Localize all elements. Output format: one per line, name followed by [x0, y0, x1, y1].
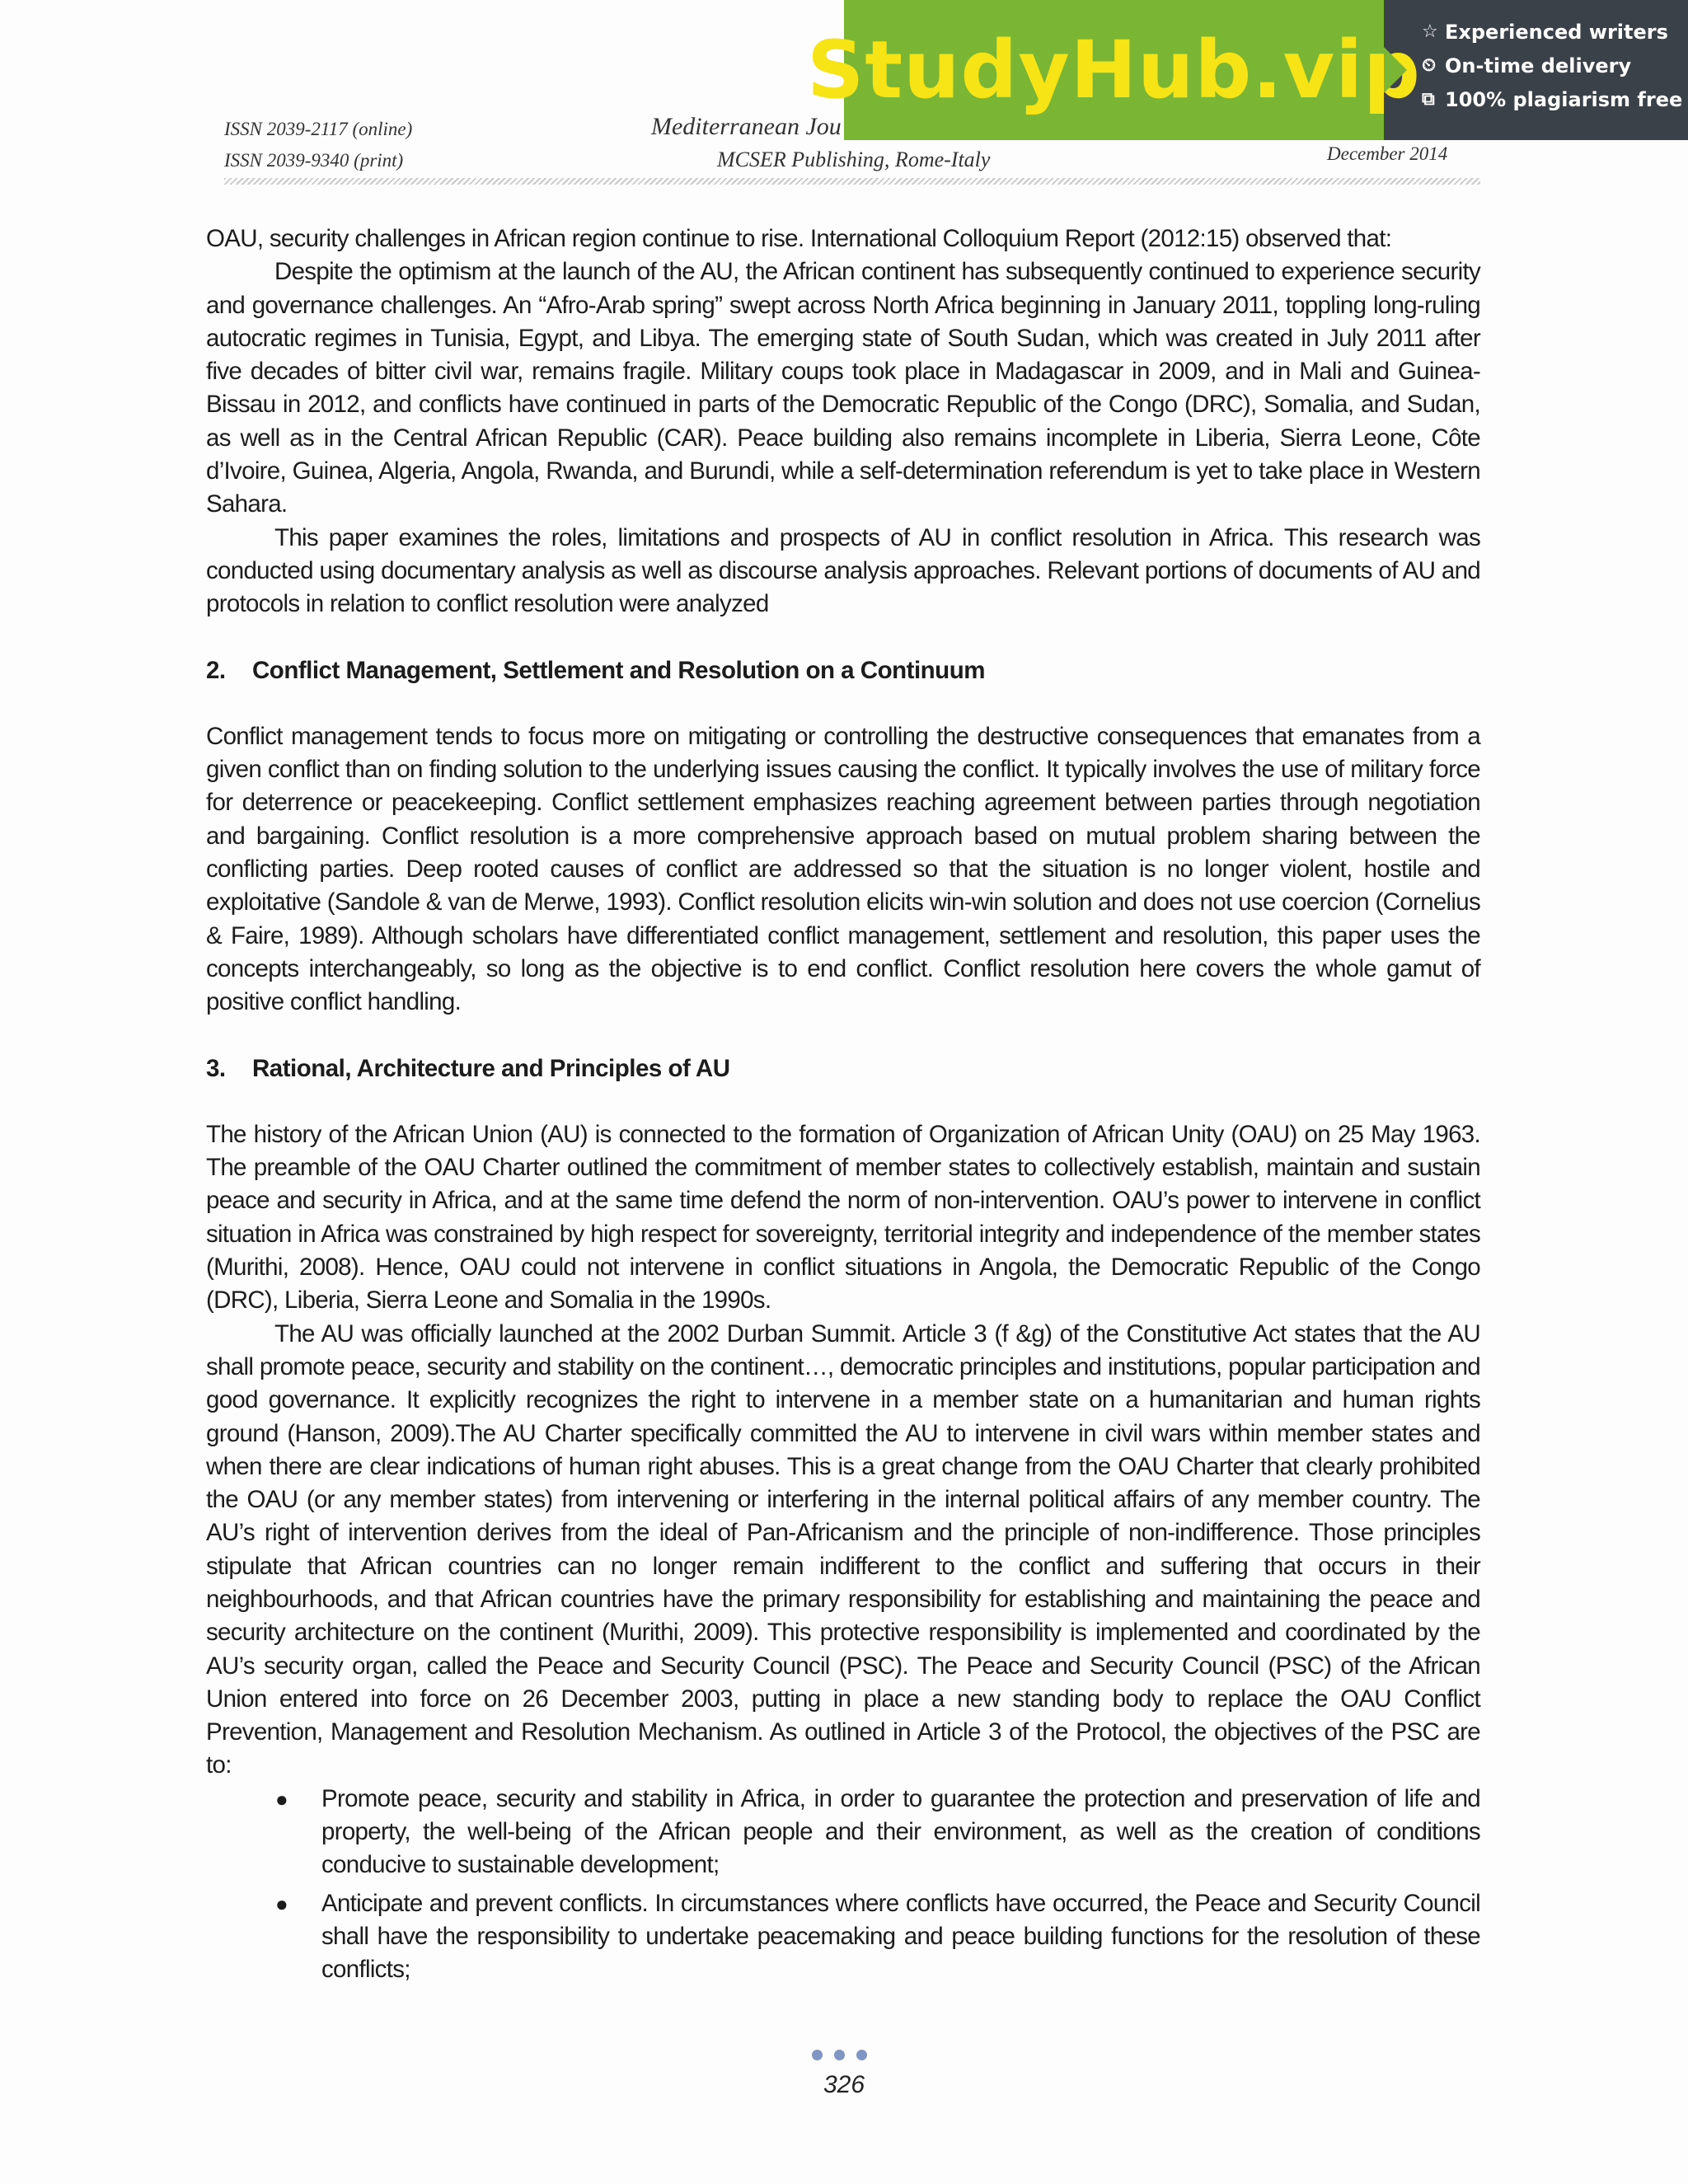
brand-logo[interactable]: StudyHub.vip	[807, 24, 1421, 116]
section-3-paragraph-2: The AU was officially launched at the 2002 Durban Summit. Article 3 (f &g) of the Constitutive Act states that the AU shall promote peace, security and stability on the continent…, democratic principles and institutions, popular participation and good governance. It explicitly recognizes the right to intervene in a member state on a humanitarian and human rights ground (Hanson, 2009).The AU Charter specifically committed the AU to intervene in civil wars within member states and when there are clear indications of human right abuses. This is a great change from the OAU Charter that clearly prohibited the OAU (or any member states) from intervening or interfering in the internal political affairs of any member country. The AU’s right of intervention derives from the ideal of Pan-Africanism and the principle of non-indifference. Those principles stipulate that African countries can no longer remain indifferent to the conflict and suffering that occurs in their neighbourhoods, and that African countries have the primary responsibility for establishing and maintaining the peace and security architecture on the continent (Murithi, 2009). This protective responsibility is implemented and coordinated by the AU’s security organ, called the Peace and Security Council (PSC). The Peace and Security Council (PSC) of the African Union entered into force on 26 December 2003, putting in place a new standing body to replace the OAU Conflict Prevention, Management and Resolution Mechanism. As outlined in Article 3 of the Protocol, the objectives of the PSC are to:	[206, 1319, 1480, 1779]
section-number: 3.	[206, 1054, 226, 1082]
ad-banner[interactable]	[807, 0, 1688, 140]
clock-icon: ⏲	[1422, 55, 1437, 76]
section-title: Conflict Management, Settlement and Resolution on a Continuum	[252, 656, 985, 684]
bullet-icon: ●	[275, 1786, 288, 1811]
objectives-list	[206, 1783, 1480, 1987]
ad-brand-panel[interactable]	[807, 0, 1421, 140]
article-body	[206, 223, 1480, 1992]
star-icon: ☆	[1422, 21, 1438, 42]
list-item-text: Anticipate and prevent conflicts. In circumstances where conflicts have occurred, the Peace and Security Council shall have the responsibility to undertake peacemaking and peace building functions for the resolution of these conflicts;	[321, 1889, 1480, 1984]
ad-feature-label: Experienced writers	[1445, 20, 1668, 44]
journal-title: Mediterranean Jou	[651, 113, 842, 140]
ad-feature-plagiarism	[1422, 82, 1688, 116]
block-quote: Despite the optimism at the launch of the AU, the African continent has subsequently continued to experience security and governance challenges. An “Afro-Arab spring” swept across North Africa beginning in January 2011, toppling long-ruling autocratic regimes in Tunisia, Egypt, and Libya. The emerging state of South Sudan, which was created in July 2011 after five decades of bitter civil war, remains fragile. Military coups took place in Madagascar in 2009, and in Mali and Guinea-Bissau in 2012, and conflicts have continued in parts of the Democratic Republic of the Congo (DRC), Somalia, and Sudan, as well as in the Central African Republic (CAR). Peace building also remains incomplete in Liberia, Sierra Leone, Côte d’Ivoire, Guinea, Algeria, Angola, Rwanda, and Burundi, while a self-determination referendum is yet to take place in Western Sahara.	[206, 258, 1480, 518]
list-item	[275, 1887, 1480, 1987]
section-3-paragraph-1: The history of the African Union (AU) is connected to the formation of Organization of African Unity (OAU) on 25 May 1963. The preamble of the OAU Charter outlined the commitment of member states to collectively establish, maintain and sustain peace and security in Africa, and at the same time defend the norm of non-intervention. OAU’s power to intervene in conflict situation in Africa was constrained by high respect for sovereignty, territorial integrity and independence of the member states (Murithi, 2008). Hence, OAU could not intervene in conflict situations in Angola, the Democratic Republic of the Congo (DRC), Liberia, Sierra Leone and Somalia in the 1990s.	[206, 1120, 1480, 1315]
section-number: 2.	[206, 656, 226, 684]
ad-feature-writers	[1422, 15, 1688, 49]
paper-aim-paragraph: This paper examines the roles, limitations and prospects of AU in conflict resolution in Africa. This research was conducted using documentary analysis as well as discourse analysis approaches. Relevant portions of documents of AU and protocols in relation to conflict resolution were analyzed	[206, 523, 1480, 618]
section-title: Rational, Architecture and Principles of AU	[252, 1054, 730, 1082]
list-item	[275, 1783, 1480, 1882]
ad-feature-label: On-time delivery	[1445, 54, 1632, 77]
publisher: MCSER Publishing, Rome-Italy	[717, 148, 991, 171]
ad-features-panel	[1384, 0, 1688, 140]
copy-icon: ⧉	[1422, 89, 1435, 110]
intro-paragraph: OAU, security challenges in African region continue to rise. International Colloquium Report (2012:15) observed that:	[206, 225, 1392, 252]
section-3-heading	[206, 1052, 1480, 1085]
header-divider	[224, 178, 1480, 185]
section-2-paragraph: Conflict management tends to focus more on mitigating or controlling the destructive consequences that emanates from a given conflict than on finding solution to the underlying issues causing the conflict. It typically involves the use of military force for deterrence or peacekeeping. Conflict settlement emphasizes reaching agreement between parties through negotiation and bargaining. Conflict resolution is a more comprehensive approach based on mutual problem sharing between the conflicting parties. Deep rooted causes of conflict are addressed so that the situation is no longer violent, hostile and exploitative (Sandole & van de Merwe, 1993). Conflict resolution elicits win-win solution and does not use coercion (Cornelius & Faire, 1989). Although scholars have differentiated conflict management, settlement and resolution, this paper uses the concepts interchangeably, so long as the objective is to end conflict. Conflict resolution here covers the whole gamut of positive conflict handling.	[206, 722, 1480, 1016]
issn-print: ISSN 2039-9340 (print)	[224, 150, 404, 171]
dot-icon	[834, 2050, 845, 2060]
ad-feature-label: 100% plagiarism free	[1445, 87, 1683, 111]
list-item-text: Promote peace, security and stability in Africa, in order to guarantee the protection and preservation of life and property, the well-being of the African people and their environment, as well as the creation of conditions conducive to sustainable development;	[321, 1784, 1480, 1879]
section-2-heading	[206, 654, 1480, 687]
page-number: 326	[823, 2071, 865, 2098]
issn-online: ISSN 2039-2117 (online)	[224, 119, 413, 139]
dot-icon	[812, 2050, 823, 2060]
arrow-icon	[1384, 47, 1407, 93]
dot-icon	[856, 2050, 867, 2060]
page-ornament	[812, 2050, 867, 2060]
ad-feature-delivery	[1422, 49, 1688, 82]
bullet-icon: ●	[275, 1891, 288, 1916]
issue-date: December 2014	[1327, 143, 1448, 164]
issn-block	[224, 114, 412, 176]
